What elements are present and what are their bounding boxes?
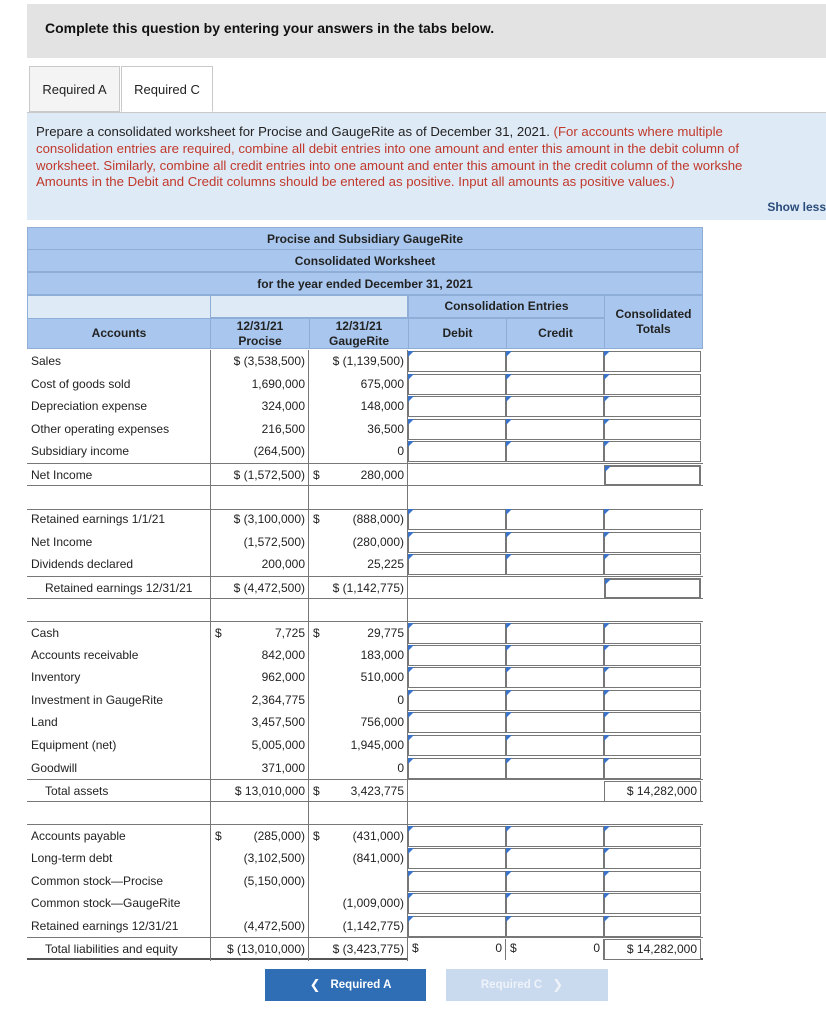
show-less-link[interactable]: Show less	[767, 200, 826, 214]
procise-value: 5,005,000	[210, 734, 309, 757]
debit-input[interactable]	[408, 826, 506, 847]
procise-value: $ (3,100,000)	[210, 508, 309, 531]
table-row	[27, 373, 703, 396]
header-title: Complete this question by entering your answers in the tabs below.	[45, 20, 495, 36]
total-input[interactable]	[604, 396, 701, 417]
credit-input[interactable]	[506, 645, 604, 666]
col-gaugerite: 12/31/21 GaugeRite	[309, 318, 409, 349]
credit-input[interactable]	[506, 374, 604, 395]
debit-total	[408, 939, 506, 960]
next-label: Required C	[480, 979, 543, 991]
total-input[interactable]	[604, 826, 701, 847]
credit-input[interactable]	[506, 893, 604, 914]
debit-input[interactable]	[408, 690, 506, 711]
procise-value: 200,000	[210, 553, 309, 576]
credit-input[interactable]	[506, 667, 604, 688]
gaugerite-value	[309, 508, 408, 531]
gaugerite-dollar-sign: $	[313, 512, 320, 526]
procise-value: (4,472,500)	[210, 915, 309, 938]
account-label: Long-term debt	[31, 851, 113, 865]
procise-value: 3,457,500	[210, 711, 309, 734]
credit-total-value: 0	[593, 941, 600, 955]
gaugerite-value: 183,000	[309, 644, 408, 667]
gaugerite-amount: (431,000)	[352, 829, 404, 843]
credit-input[interactable]	[506, 419, 604, 440]
credit-input[interactable]	[506, 826, 604, 847]
total-input[interactable]	[604, 667, 701, 688]
table-row	[27, 418, 703, 441]
gaugerite-value: 36,500	[309, 418, 408, 441]
debit-input[interactable]	[408, 419, 506, 440]
total-liabilities-equity-value: $ 14,282,000	[604, 939, 701, 960]
procise-value	[210, 622, 309, 645]
procise-value: 962,000	[210, 666, 309, 689]
table-row	[27, 847, 703, 870]
spacer-row	[27, 802, 703, 825]
table-row	[27, 644, 703, 667]
instruction-note-line2: consolidation entries are required, combine all debit entries into one amount and enter this amount in the debit column of	[36, 140, 740, 156]
credit-input[interactable]	[506, 712, 604, 733]
table-row	[27, 757, 703, 780]
total-input[interactable]	[604, 465, 701, 486]
table-row	[27, 870, 703, 893]
procise-value: 324,000	[210, 395, 309, 418]
credit-input[interactable]	[506, 758, 604, 779]
col-debit: Debit	[408, 318, 507, 349]
gaugerite-value: (1,142,775)	[309, 915, 408, 938]
table-row	[27, 937, 703, 960]
tab-required-a[interactable]: Required A	[29, 66, 120, 112]
gaugerite-amount: (888,000)	[352, 512, 404, 526]
total-input[interactable]	[604, 712, 701, 733]
table-row	[27, 892, 703, 915]
credit-input[interactable]	[506, 623, 604, 644]
instructions-panel	[27, 112, 826, 220]
debit-input[interactable]	[408, 758, 506, 779]
table-row	[27, 824, 703, 847]
gaugerite-value	[309, 464, 408, 487]
account-label: Subsidiary income	[31, 444, 130, 458]
table-row	[27, 395, 703, 418]
account-label: Equipment (net)	[31, 738, 117, 752]
col-spacer	[210, 295, 408, 318]
procise-value	[210, 825, 309, 848]
credit-input[interactable]	[506, 532, 604, 553]
procise-value: 216,500	[210, 418, 309, 441]
spacer-cell	[210, 599, 309, 622]
procise-value: $ (3,538,500)	[210, 350, 309, 373]
procise-value: (1,572,500)	[210, 531, 309, 554]
account-label: Net Income	[31, 535, 93, 549]
procise-dollar-sign: $	[215, 829, 222, 843]
credit-input[interactable]	[506, 441, 604, 462]
total-input[interactable]	[604, 871, 701, 892]
gaugerite-value: 510,000	[309, 666, 408, 689]
gaugerite-value: 756,000	[309, 711, 408, 734]
gaugerite-value: 0	[309, 440, 408, 463]
procise-value: $ 13,010,000	[210, 780, 309, 803]
credit-input[interactable]	[506, 554, 604, 575]
gaugerite-value: (841,000)	[309, 847, 408, 870]
col-consolidation-entries: Consolidation Entries	[408, 295, 605, 318]
table-row	[27, 689, 703, 712]
procise-value: (5,150,000)	[210, 870, 309, 893]
table-row	[27, 915, 703, 938]
gaugerite-value: 25,225	[309, 553, 408, 576]
account-label: Retained earnings 12/31/21	[31, 919, 179, 933]
account-label: Net Income	[31, 468, 93, 482]
total-input[interactable]	[604, 848, 701, 869]
gaugerite-value	[309, 825, 408, 848]
total-input[interactable]	[604, 554, 701, 575]
table-row	[27, 666, 703, 689]
account-label: Cost of goods sold	[31, 377, 131, 391]
worksheet-title: Procise and Subsidiary GaugeRite	[27, 227, 703, 250]
spacer-row	[27, 599, 703, 622]
gaugerite-value	[309, 780, 408, 803]
consolidated-worksheet	[27, 227, 703, 961]
debit-input[interactable]	[408, 396, 506, 417]
next-required-c-button[interactable]	[446, 969, 608, 1001]
table-row	[27, 553, 703, 576]
credit-input[interactable]	[506, 916, 604, 937]
gaugerite-value: 0	[309, 689, 408, 712]
credit-input[interactable]	[506, 509, 604, 530]
instruction-note-line4: Amounts in the Debit and Credit columns should be entered as positive. Input all amounts as positive values.)	[36, 174, 675, 190]
gaugerite-value	[309, 622, 408, 645]
account-label: Common stock—GaugeRite	[31, 896, 181, 910]
account-label: Sales	[31, 354, 62, 368]
debit-dollar-sign: $	[412, 941, 419, 955]
debit-input[interactable]	[408, 712, 506, 733]
account-label: Depreciation expense	[31, 399, 148, 413]
account-label: Accounts receivable	[31, 648, 139, 662]
gaugerite-amount: 280,000	[360, 468, 404, 482]
credit-input[interactable]	[506, 690, 604, 711]
table-row	[27, 734, 703, 757]
gaugerite-value: (1,009,000)	[309, 892, 408, 915]
gaugerite-value: $ (3,423,775)	[309, 938, 408, 961]
procise-value: (3,102,500)	[210, 847, 309, 870]
col-consolidated-totals: Consolidated Totals	[604, 295, 703, 349]
total-assets-value: $ 14,282,000	[604, 781, 701, 802]
total-input[interactable]	[604, 578, 701, 599]
table-row	[27, 463, 703, 486]
col-accounts: Accounts	[27, 318, 211, 349]
account-label: Common stock—Procise	[31, 874, 164, 888]
credit-input[interactable]	[506, 871, 604, 892]
gaugerite-value: 1,945,000	[309, 734, 408, 757]
table-row	[27, 711, 703, 734]
total-input[interactable]	[604, 419, 701, 440]
debit-input[interactable]	[408, 509, 506, 530]
account-label: Accounts payable	[31, 829, 126, 843]
gaugerite-value: $ (1,139,500)	[309, 350, 408, 373]
procise-value: $ (1,572,500)	[210, 464, 309, 487]
total-input[interactable]	[604, 374, 701, 395]
debit-input[interactable]	[408, 623, 506, 644]
credit-input[interactable]	[506, 848, 604, 869]
worksheet-subtitle: Consolidated Worksheet	[27, 249, 703, 272]
total-input[interactable]	[604, 509, 701, 530]
account-label: Other operating expenses	[31, 422, 170, 436]
col-credit: Credit	[506, 318, 605, 349]
table-row	[27, 576, 703, 599]
total-input[interactable]	[604, 532, 701, 553]
total-input[interactable]	[604, 893, 701, 914]
credit-input[interactable]	[506, 735, 604, 756]
instruction-text: Prepare a consolidated worksheet for Procise and GaugeRite as of December 31, 2021.	[36, 124, 554, 139]
debit-input[interactable]	[408, 893, 506, 914]
credit-total	[506, 939, 604, 960]
debit-input[interactable]	[408, 667, 506, 688]
debit-input[interactable]	[408, 554, 506, 575]
spacer-cell	[309, 802, 408, 825]
procise-value: $ (4,472,500)	[210, 577, 309, 600]
account-label: Dividends declared	[31, 557, 134, 571]
credit-dollar-sign: $	[510, 941, 517, 955]
gaugerite-dollar-sign: $	[313, 468, 320, 482]
debit-input[interactable]	[408, 351, 506, 372]
gaugerite-dollar-sign: $	[313, 784, 320, 798]
procise-value: $ (13,010,000)	[210, 938, 309, 961]
account-label: Investment in GaugeRite	[31, 693, 164, 707]
chevron-right-icon: ❯	[552, 977, 564, 992]
spacer-row	[27, 486, 703, 509]
previous-label: Required A	[330, 979, 392, 991]
debit-input[interactable]	[408, 871, 506, 892]
account-label: Inventory	[31, 670, 81, 684]
procise-value: 842,000	[210, 644, 309, 667]
spacer-cell	[309, 486, 408, 509]
procise-value: 371,000	[210, 757, 309, 780]
gaugerite-dollar-sign: $	[313, 829, 320, 843]
gaugerite-value: 148,000	[309, 395, 408, 418]
total-input[interactable]	[604, 645, 701, 666]
table-row	[27, 350, 703, 373]
procise-value: 1,690,000	[210, 373, 309, 396]
account-label: Total assets	[45, 784, 109, 798]
gaugerite-amount: 3,423,775	[350, 784, 404, 798]
total-input[interactable]	[604, 441, 701, 462]
total-input[interactable]	[604, 735, 701, 756]
gaugerite-value: 0	[309, 757, 408, 780]
total-input[interactable]	[604, 351, 701, 372]
table-row	[27, 440, 703, 463]
credit-input[interactable]	[506, 351, 604, 372]
chevron-left-icon: ❮	[309, 977, 321, 992]
gaugerite-value: (280,000)	[309, 531, 408, 554]
total-input[interactable]	[604, 623, 701, 644]
instruction-note: (For accounts where multiple	[553, 124, 723, 139]
procise-value: (264,500)	[210, 440, 309, 463]
spacer-cell	[210, 486, 309, 509]
total-input[interactable]	[604, 916, 701, 937]
credit-input[interactable]	[506, 396, 604, 417]
debit-input[interactable]	[408, 848, 506, 869]
total-input[interactable]	[604, 690, 701, 711]
tab-required-c[interactable]: Required C	[121, 66, 213, 112]
account-label: Retained earnings 1/1/21	[31, 512, 166, 526]
instructions-header	[27, 4, 826, 58]
debit-input[interactable]	[408, 374, 506, 395]
debit-input[interactable]	[408, 916, 506, 937]
procise-value	[210, 892, 309, 915]
gaugerite-amount: 29,775	[367, 626, 404, 640]
procise-amount: (285,000)	[253, 829, 305, 843]
total-input[interactable]	[604, 758, 701, 779]
account-label: Cash	[31, 626, 60, 640]
table-row	[27, 531, 703, 554]
debit-input[interactable]	[408, 532, 506, 553]
instruction-note-line3: worksheet. Similarly, combine all credit entries into one amount and enter this amount in the credit column of the workshe	[36, 157, 743, 173]
procise-value: 2,364,775	[210, 689, 309, 712]
gaugerite-dollar-sign: $	[313, 626, 320, 640]
spacer-cell	[309, 599, 408, 622]
gaugerite-value: $ (1,142,775)	[309, 577, 408, 600]
procise-dollar-sign: $	[215, 626, 222, 640]
debit-input[interactable]	[408, 645, 506, 666]
gaugerite-value	[309, 870, 408, 893]
debit-total-value: 0	[495, 941, 502, 955]
account-label: Total liabilities and equity	[45, 942, 178, 956]
previous-required-a-button[interactable]	[265, 969, 426, 1001]
account-label: Retained earnings 12/31/21	[45, 581, 193, 595]
procise-amount: 7,725	[274, 626, 305, 640]
debit-input[interactable]	[408, 441, 506, 462]
account-label: Goodwill	[31, 761, 78, 775]
debit-input[interactable]	[408, 735, 506, 756]
table-row	[27, 621, 703, 644]
gaugerite-value: 675,000	[309, 373, 408, 396]
spacer-cell	[210, 802, 309, 825]
account-label: Land	[31, 715, 58, 729]
col-procise: 12/31/21 Procise	[210, 318, 310, 349]
table-row	[27, 779, 703, 802]
worksheet-period: for the year ended December 31, 2021	[27, 272, 703, 295]
table-row	[27, 508, 703, 531]
